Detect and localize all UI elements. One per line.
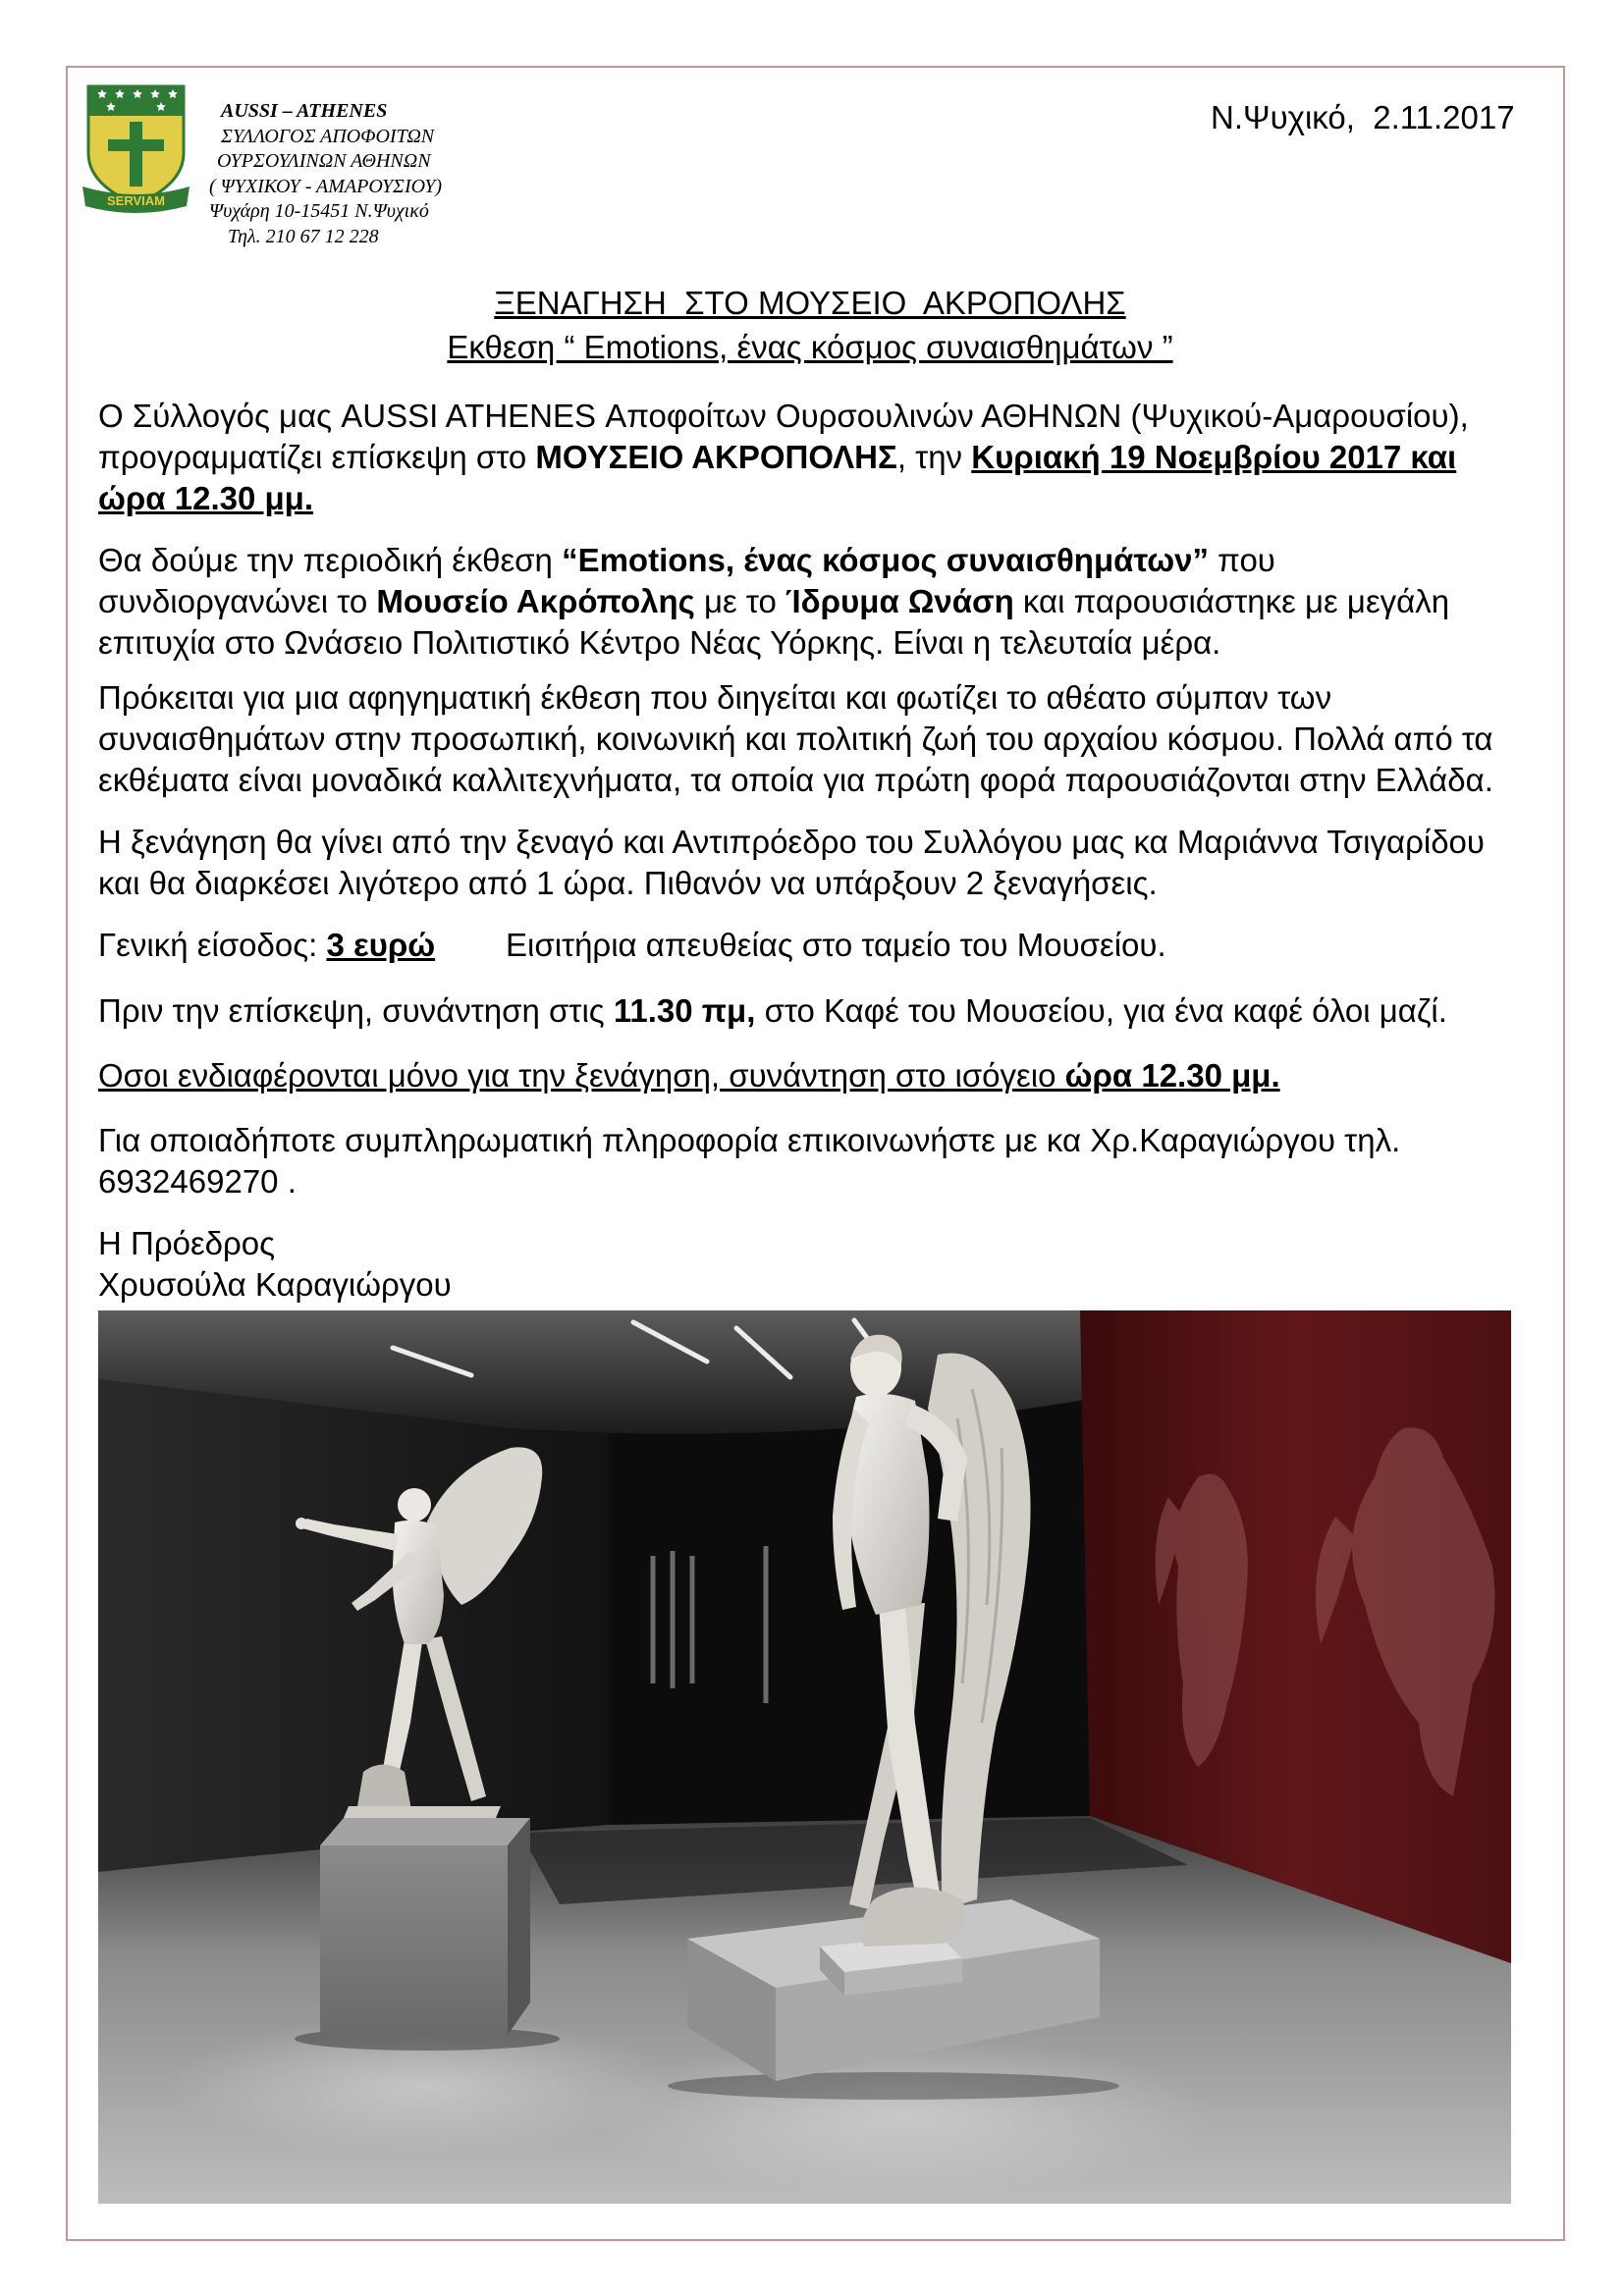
org-address: Ψυχάρη 10-15451 Ν.Ψυχικό xyxy=(209,200,429,222)
text-line xyxy=(98,863,1542,904)
serviam-shield-icon xyxy=(81,80,191,214)
text-line xyxy=(98,822,1542,863)
org-phone: Τηλ. 210 67 12 228 xyxy=(228,225,379,247)
text-line xyxy=(98,478,1542,519)
tour-time: ώρα 12.30 μμ. xyxy=(1064,1057,1280,1094)
date-line: Ν.Ψυχικό, 2.11.2017 xyxy=(1211,99,1515,135)
text-line xyxy=(98,990,1542,1032)
text-line xyxy=(98,677,1542,719)
foundation-name: Ίδρυμα Ωνάση xyxy=(785,583,1014,619)
president-name: Χρυσούλα Καραγιώργου xyxy=(98,1266,452,1303)
exhibition-name: “Emotions, ένας κόσμος συναισθημάτων” xyxy=(562,542,1209,578)
text-segment: Ο Σύλλογός μας AUSSI ATHENES Αποφοίτων Ουρσουλινών ΑΘΗΝΩΝ (Ψυχικού-Αμαρουσίου), xyxy=(98,398,1469,434)
museum-name: Μουσείο Ακρόπολης xyxy=(376,583,695,619)
text-segment: που xyxy=(1208,542,1275,578)
left-plinth-front xyxy=(320,1845,508,2035)
meeting-time: 11.30 πμ, xyxy=(613,992,756,1029)
page-title-text: ΞΕΝΑΓΗΣΗ ΣΤΟ ΜΟΥΣΕΙΟ ΑΚΡΟΠΟΛΗΣ xyxy=(494,285,1126,321)
text-segment: συνδιοργανώνει το xyxy=(98,583,377,619)
ticket-info: Εισιτήρια απευθείας στο ταμείο του Μουσείου. xyxy=(506,927,1166,963)
text-segment: προγραμματίζει επίσκεψη στο xyxy=(98,439,536,475)
visit-time: ώρα 12.30 μμ. xyxy=(98,480,314,516)
text-line xyxy=(98,1120,1542,1161)
page-subtitle-text: Εκθεση “ Emotions, ένας κόσμος συναισθημάτων ” xyxy=(447,329,1173,365)
tour-only-paragraph xyxy=(98,1055,1542,1096)
text-line xyxy=(98,540,1542,581)
intro-paragraph xyxy=(98,396,1542,519)
left-plinth-side xyxy=(508,1818,530,2035)
text-line xyxy=(98,437,1542,478)
text-line xyxy=(98,925,1542,966)
text-segment: , την xyxy=(896,439,972,475)
text-segment: στο Καφέ του Μουσείου, για ένα καφέ όλοι μαζί. xyxy=(755,992,1447,1029)
text-segment: εκθέματα είναι μοναδικά καλλιτεχνήματα, τα οποία για πρώτη φορά παρουσιάζονται στην Ελλάδα. xyxy=(98,762,1493,798)
admission-price: 3 ευρώ xyxy=(326,927,436,963)
guide-paragraph xyxy=(98,822,1542,904)
motto-text: SERVIAM xyxy=(107,193,165,208)
left-plinth-top xyxy=(320,1818,530,1845)
visit-date: Κυριακή 19 Νοεμβρίου 2017 και xyxy=(971,439,1457,475)
text-line xyxy=(98,581,1542,622)
contact-paragraph xyxy=(98,1120,1542,1202)
exhibition-paragraph xyxy=(98,540,1542,664)
text-line xyxy=(98,1161,1542,1202)
text-segment: συναισθημάτων στην προσωπική, κοινωνική και πολιτική ζωή του αρχαίου κόσμου. Πολλά από τα xyxy=(98,721,1493,757)
contact-phone: 6932469270 . xyxy=(98,1163,297,1200)
text-line xyxy=(98,622,1542,664)
text-segment: Οσοι ενδιαφέρονται μόνο για την ξενάγηση, συνάντηση στο ισόγειο xyxy=(98,1057,1065,1094)
text-line xyxy=(98,719,1542,760)
text-line xyxy=(98,760,1542,801)
text-line xyxy=(98,1055,1542,1096)
page-subtitle xyxy=(98,327,1522,368)
exhibition-photo xyxy=(98,1310,1511,2204)
text-line xyxy=(98,396,1542,437)
text-segment: επιτυχία στο Ωνάσειο Πολιτιστικό Κέντρο Νέας Υόρκης. Είναι η τελευταία μέρα. xyxy=(98,624,1221,661)
org-line: ( ΨΥΧΙΚΟΥ - ΑΜΑΡΟΥΣΙΟΥ) xyxy=(209,175,443,197)
meeting-paragraph xyxy=(98,990,1542,1032)
admission-paragraph xyxy=(98,925,1542,966)
admission-label: Γενική είσοδος: xyxy=(98,927,327,963)
page-title xyxy=(98,283,1522,324)
text-segment: Πριν την επίσκεψη, συνάντηση στις xyxy=(98,992,614,1029)
museum-name: ΜΟΥΣΕΙΟ ΑΚΡΟΠΟΛΗΣ xyxy=(535,439,897,475)
text-segment: Για οποιαδήποτε συμπληρωματική πληροφορία επικοινωνήστε με κα Χρ.Καραγιώργου τηλ. xyxy=(98,1122,1401,1158)
text-segment: και παρουσιάστηκε με μεγάλη xyxy=(1013,583,1450,619)
platform-shadow xyxy=(668,2072,1119,2100)
text-segment: Πρόκειται για μια αφηγηματική έκθεση που διηγείται και φωτίζει το αθέατο σύμπαν των xyxy=(98,679,1332,716)
org-line: ΣΥΛΛΟΓΟΣ ΑΠΟΦΟΙΤΩΝ xyxy=(221,125,435,147)
org-header xyxy=(209,99,442,249)
org-name: AUSSI – ATHENES xyxy=(221,100,388,122)
text-segment: και θα διαρκέσει λιγότερο από 1 ώρα. Πιθανόν να υπάρξουν 2 ξεναγήσεις. xyxy=(98,865,1158,901)
org-line: ΟΥΡΣΟΥΛΙΝΩΝ ΑΘΗΝΩΝ xyxy=(217,150,431,172)
text-segment: με το xyxy=(694,583,785,619)
text-segment: Θα δούμε την περιοδική έκθεση xyxy=(98,542,563,578)
floor-light xyxy=(589,2037,1218,2194)
text-segment: Η ξενάγηση θα γίνει από την ξεναγό και Αντιπρόεδρο του Συλλόγου μας κα Μαριάννα Τσιγαρίδου xyxy=(98,824,1485,860)
president-role: Η Πρόεδρος xyxy=(98,1225,276,1261)
description-paragraph xyxy=(98,677,1542,801)
